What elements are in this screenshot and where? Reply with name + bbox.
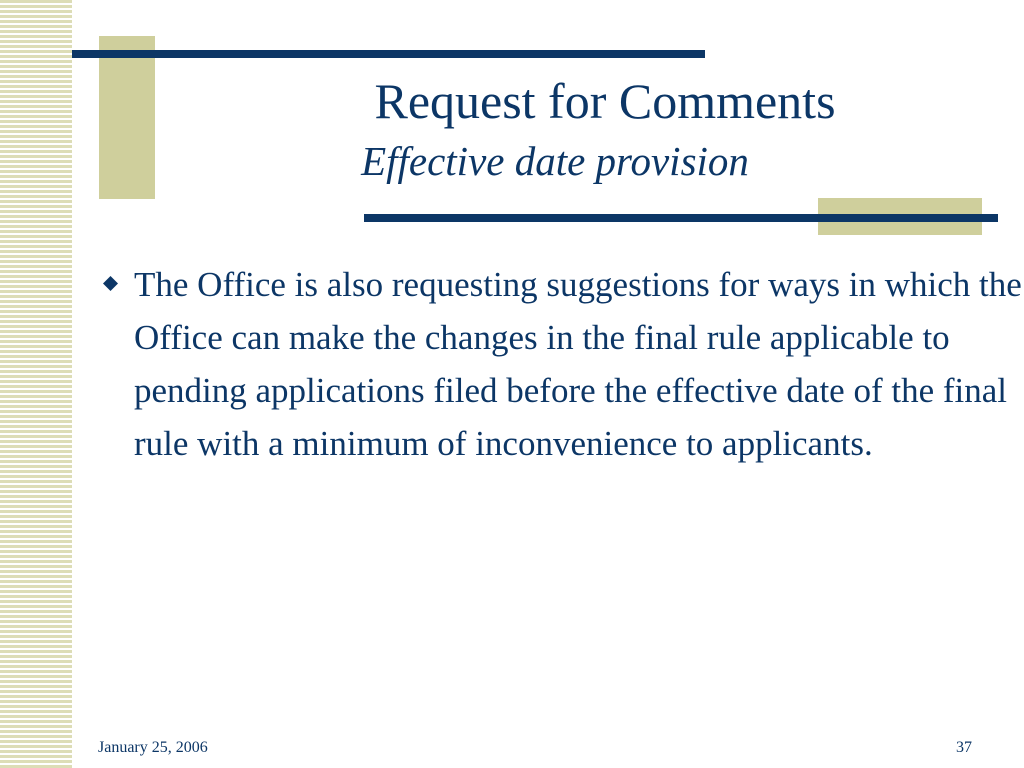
bullet-text: The Office is also requesting suggestions for ways in which the Office can make the changes in the final rule applicable to pending applications filed before the effective date of the final rule with a minimum of inconvenience to applicants. — [134, 265, 1022, 463]
diamond-bullet-icon — [103, 276, 118, 291]
footer-date: January 25, 2006 — [98, 739, 208, 756]
slide-title: Request for Comments — [374, 73, 836, 129]
left-striped-border — [0, 0, 72, 768]
slide-subtitle: Effective date provision — [361, 138, 749, 184]
footer-page-number: 37 — [956, 739, 972, 756]
top-rule — [72, 50, 705, 58]
bottom-rule — [364, 214, 998, 222]
